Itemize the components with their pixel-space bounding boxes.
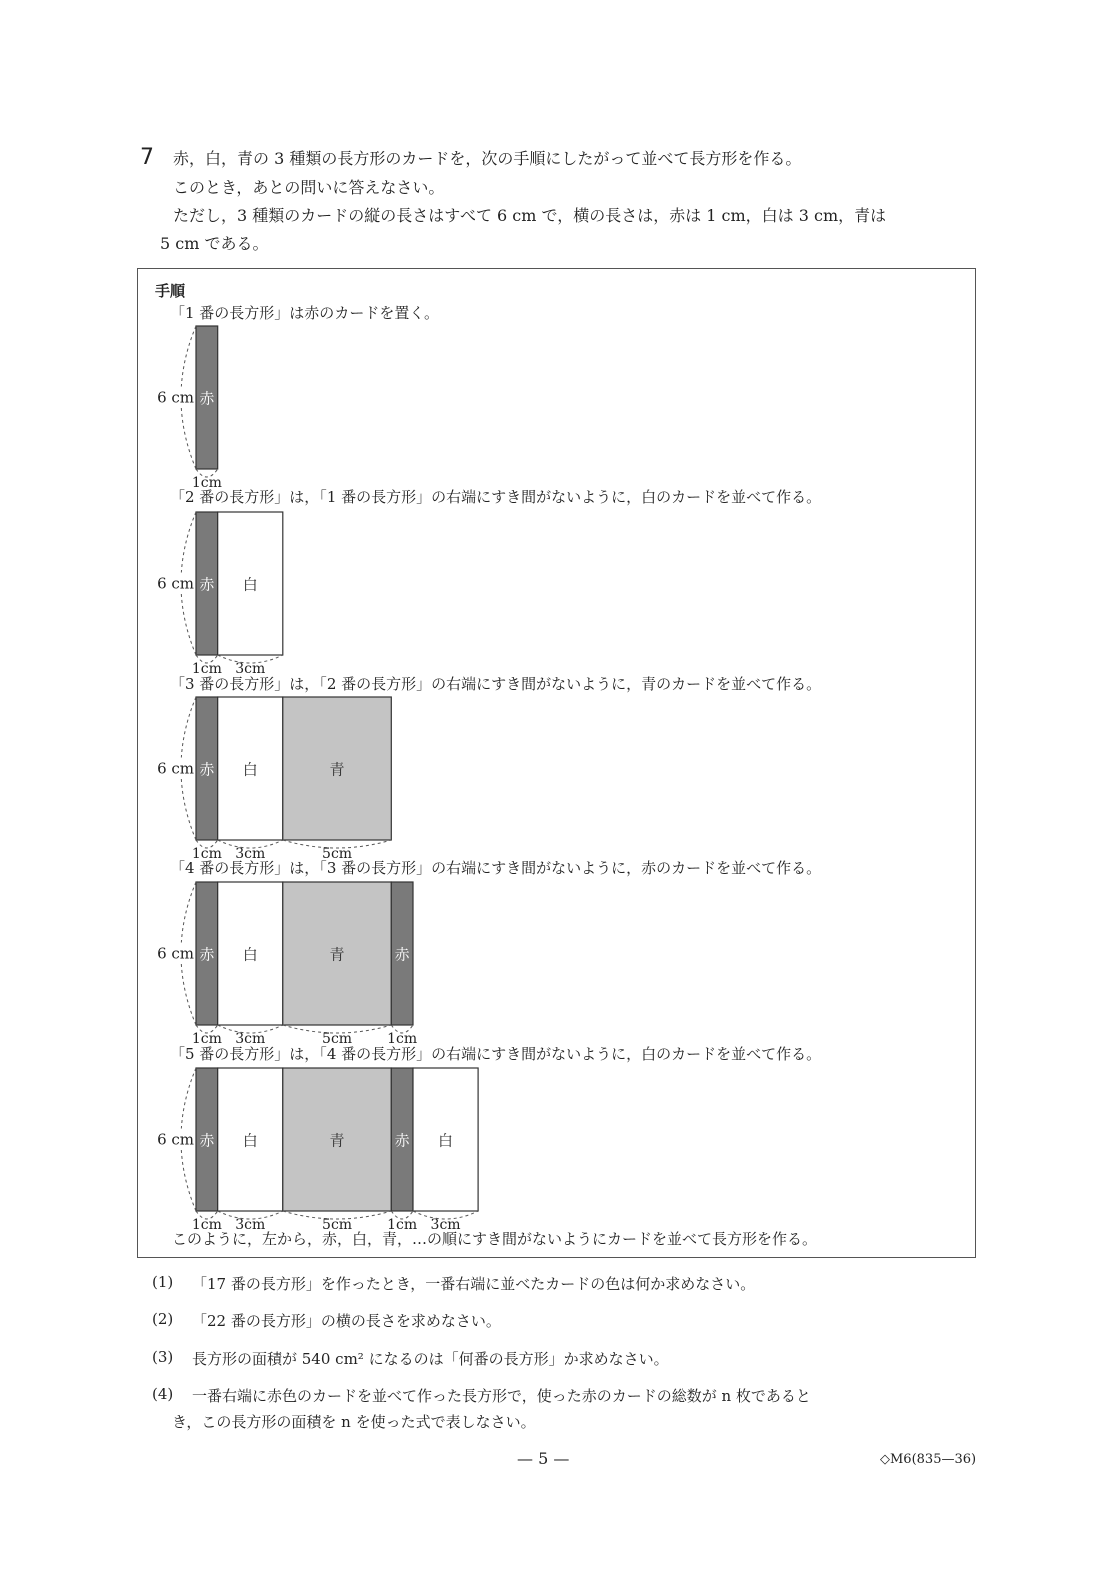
card-row-3	[152, 697, 391, 862]
card-label-red: 赤	[199, 945, 215, 964]
card-label-white: 白	[242, 1131, 258, 1150]
question-4-text: 一番右端に赤色のカードを並べて作った長方形で，使った赤のカードの総数が n 枚であると	[192, 1387, 811, 1405]
card-row-4	[152, 882, 417, 1047]
width-label: 5cm	[322, 1217, 353, 1233]
card-label-red: 赤	[199, 1131, 215, 1150]
height-label: 6 cm	[157, 1130, 194, 1149]
step-3-text: 「3 番の長方形」は，「2 番の長方形」の右端にすき間がないように，青のカードを並べて作る。	[170, 675, 822, 693]
width-label: 1cm	[191, 475, 222, 491]
card-label-white: 白	[242, 575, 258, 594]
problem-number: 7	[140, 145, 154, 170]
card-label-red: 赤	[199, 760, 215, 779]
height-label: 6 cm	[157, 388, 194, 407]
card-label-blue: 青	[329, 945, 345, 964]
card-label-red: 赤	[394, 945, 410, 964]
problem-line-4: 5 cm である。	[160, 234, 269, 253]
problem-line-1: 赤，白，青の 3 種類の長方形のカードを，次の手順にしたがって並べて長方形を作る。	[173, 149, 802, 168]
step-4-text: 「4 番の長方形」は，「3 番の長方形」の右端にすき間がないように，赤のカードを並べて作る。	[170, 859, 822, 877]
question-1-number: (1)	[152, 1273, 174, 1291]
width-label: 5cm	[322, 1031, 353, 1047]
width-label: 3cm	[235, 846, 266, 862]
card-label-blue: 青	[329, 1131, 345, 1150]
width-label: 1cm	[387, 1217, 418, 1233]
question-3-number: (3)	[152, 1348, 174, 1366]
exam-code: ◇M6(835—36)	[880, 1452, 977, 1467]
problem-line-2: このとき，あとの問いに答えなさい。	[173, 178, 445, 197]
procedure-title: 手順	[155, 282, 186, 300]
card-label-red: 赤	[394, 1131, 410, 1150]
width-label: 3cm	[235, 1031, 266, 1047]
card-label-blue: 青	[329, 760, 345, 779]
question-2-number: (2)	[152, 1310, 174, 1328]
page-number: — 5 —	[517, 1449, 570, 1468]
height-label: 6 cm	[157, 944, 194, 963]
card-label-white: 白	[438, 1131, 454, 1150]
step-5-text: 「5 番の長方形」は，「4 番の長方形」の右端にすき間がないように，白のカードを並べて作る。	[170, 1045, 822, 1063]
card-label-white: 白	[242, 760, 258, 779]
height-label: 6 cm	[157, 574, 194, 593]
card-label-red: 赤	[199, 575, 215, 594]
width-label: 3cm	[430, 1217, 461, 1233]
card-row-1	[152, 326, 222, 491]
width-label: 3cm	[235, 661, 266, 677]
problem-line-3: ただし，3 種類のカードの縦の長さはすべて 6 cm で，横の長さは，赤は 1 cm，白は 3 cm，青は	[173, 206, 887, 225]
width-label: 1cm	[191, 846, 222, 862]
width-label: 3cm	[235, 1217, 266, 1233]
width-label: 1cm	[191, 1217, 222, 1233]
question-3-text: 長方形の面積が 540 cm² になるのは「何番の長方形」か求めなさい。	[192, 1350, 669, 1368]
step-2-text: 「2 番の長方形」は，「1 番の長方形」の右端にすき間がないように，白のカードを並べて作る。	[170, 488, 822, 506]
card-label-red: 赤	[199, 389, 215, 408]
step-1-text: 「1 番の長方形」は赤のカードを置く。	[170, 304, 440, 322]
procedure-conclusion: このように，左から，赤，白，青，…の順にすき間がないようにカードを並べて長方形を作る。	[172, 1230, 818, 1248]
width-label: 5cm	[322, 846, 353, 862]
width-label: 1cm	[191, 1031, 222, 1047]
question-2-text: 「22 番の長方形」の横の長さを求めなさい。	[192, 1312, 501, 1330]
width-label: 1cm	[387, 1031, 418, 1047]
height-label: 6 cm	[157, 759, 194, 778]
width-label: 1cm	[191, 661, 222, 677]
question-4-number: (4)	[152, 1385, 174, 1403]
card-row-5	[152, 1068, 478, 1233]
card-label-white: 白	[242, 945, 258, 964]
question-4-text-cont: き，この長方形の面積を n を使った式で表しなさい。	[172, 1413, 536, 1431]
card-row-2	[152, 512, 283, 677]
question-1-text: 「17 番の長方形」を作ったとき，一番右端に並べたカードの色は何か求めなさい。	[192, 1275, 756, 1293]
